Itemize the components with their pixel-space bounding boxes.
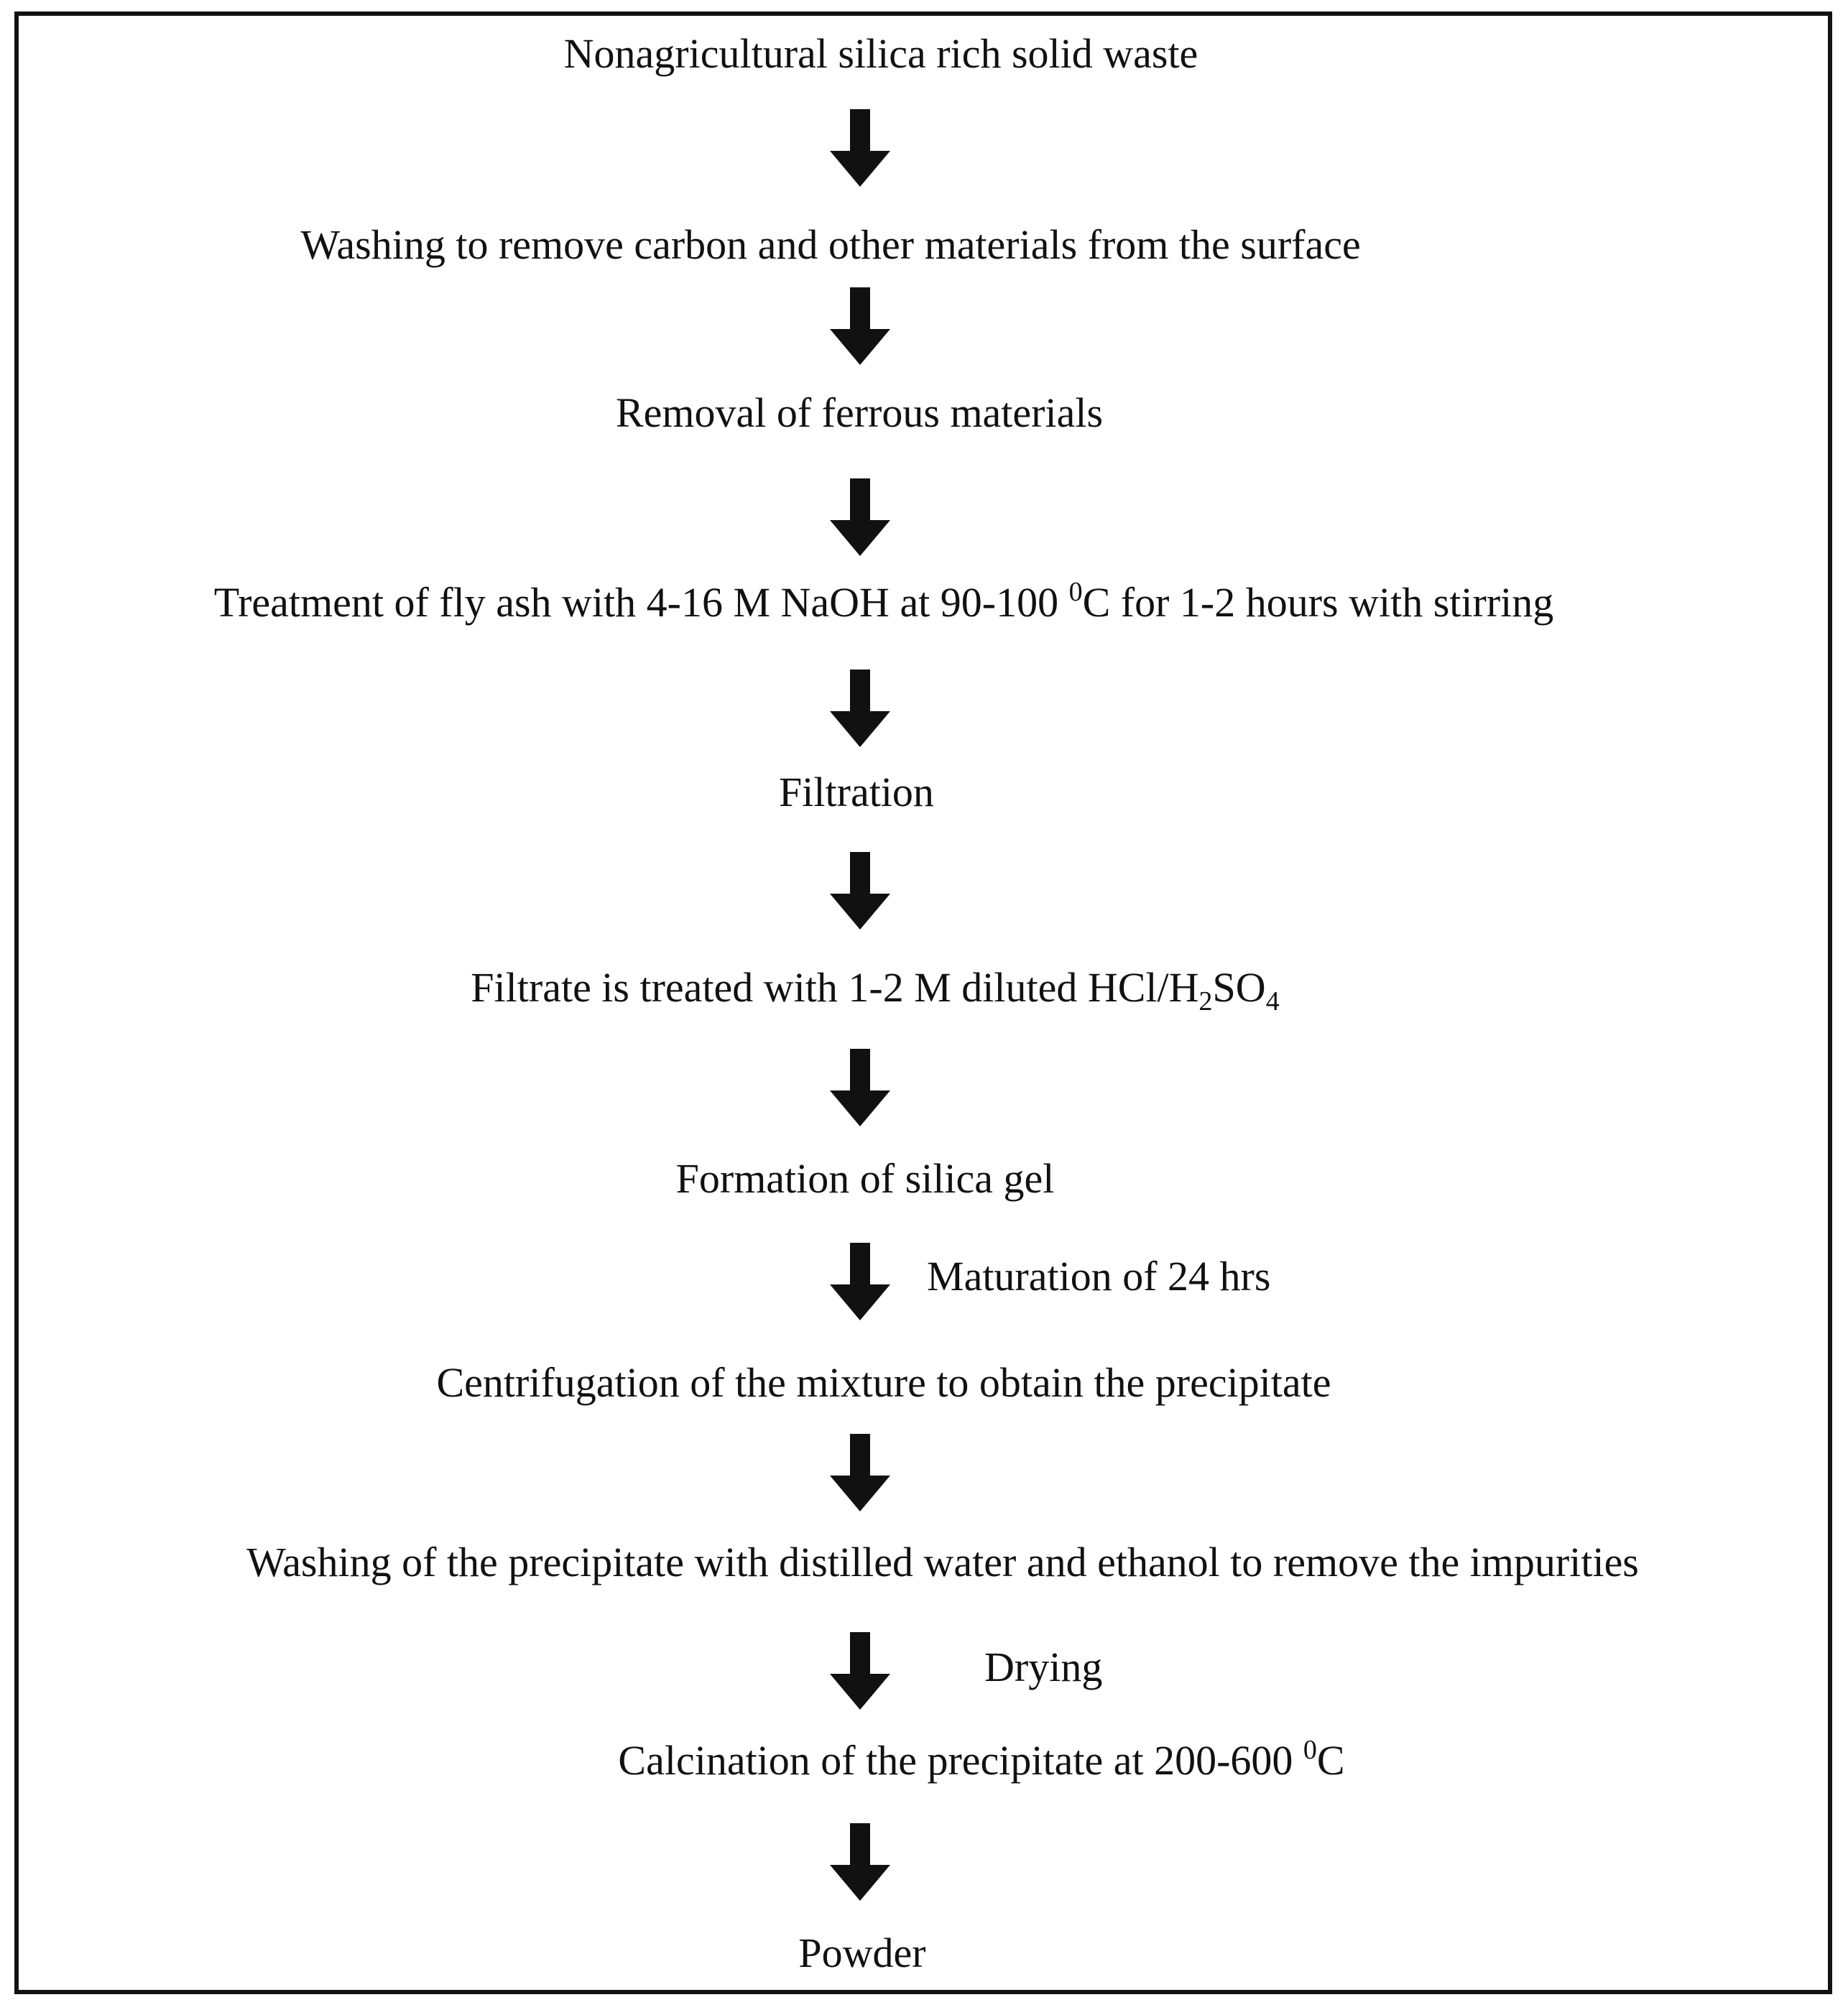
maturation-note: Maturation of 24 hrs <box>927 1253 1271 1300</box>
drying-note: Drying <box>984 1644 1103 1690</box>
step-nonagricultural-waste: Nonagricultural silica rich solid waste <box>563 30 1198 77</box>
step-centrifugation: Centrifugation of the mixture to obtain the precipitate <box>436 1359 1331 1406</box>
step-silica-gel: Formation of silica gel <box>675 1155 1055 1202</box>
down-arrow-icon <box>830 1049 890 1126</box>
step-calcination: Calcination of the precipitate at 200-600 $^0$C <box>618 1735 1345 1784</box>
step-washing-precipitate: Washing of the precipitate with distilled water and ethanol to remove the impurities <box>246 1539 1639 1585</box>
down-arrow-icon <box>830 478 890 556</box>
step-filtration: Filtration <box>779 769 934 815</box>
down-arrow-icon <box>830 670 890 747</box>
down-arrow-icon <box>830 109 890 187</box>
step-removal-ferrous: Removal of ferrous materials <box>615 389 1104 436</box>
down-arrow-icon <box>830 1243 890 1320</box>
step-acid-treatment: Filtrate is treated with 1-2 M diluted HCl/$H_2SO_4$ <box>471 964 1280 1016</box>
step-naoh-treatment: Treatment of fly ash with 4-16 M NaOH at 90-100 $^0$C for 1-2 hours with stirring <box>213 577 1554 626</box>
down-arrow-icon <box>830 287 890 365</box>
step-washing-carbon: Washing to remove carbon and other materials from the surface <box>300 221 1361 268</box>
down-arrow-icon <box>830 852 890 930</box>
down-arrow-icon <box>830 1823 890 1901</box>
down-arrow-icon <box>830 1434 890 1511</box>
down-arrow-icon <box>830 1632 890 1710</box>
step-powder: Powder <box>798 1930 926 1976</box>
